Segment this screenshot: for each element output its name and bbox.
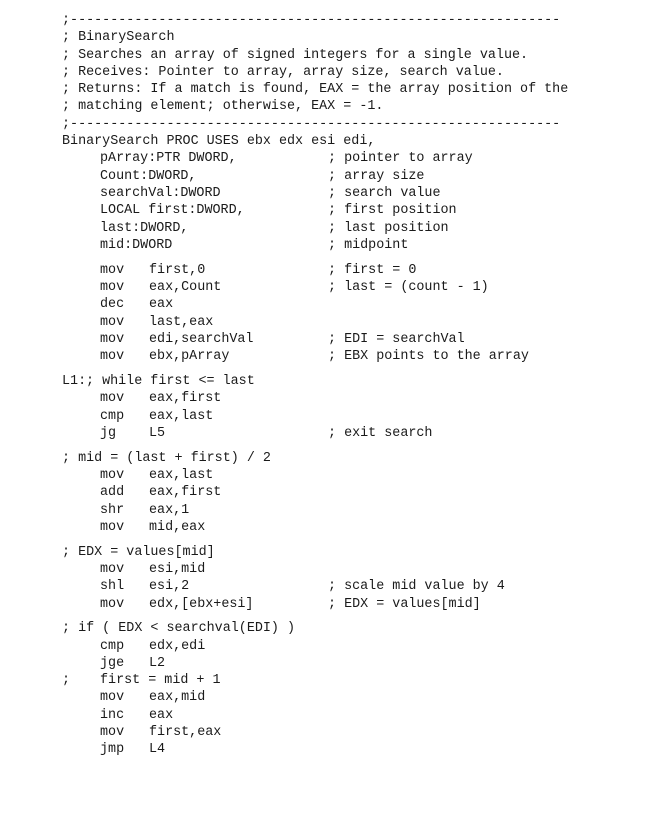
first-comment-marker: ;	[62, 673, 71, 689]
header-comment-line: ; Returns: If a match is found, EAX = the array position of the	[62, 82, 569, 98]
operands: eax,mid	[149, 690, 206, 706]
opcode: cmp	[100, 408, 125, 424]
code-line	[62, 561, 652, 578]
param-line	[62, 150, 652, 167]
operands: edi,searchVal	[149, 331, 254, 347]
code-line	[62, 596, 652, 613]
param-text: searchVal:DWORD	[100, 185, 221, 201]
operands: eax,first	[149, 391, 222, 407]
opcode: jg	[100, 425, 117, 441]
param-line	[62, 202, 652, 219]
code-line	[62, 262, 652, 279]
param-line	[62, 220, 652, 237]
operands: first,eax	[149, 725, 222, 741]
header-comment-line: ; Receives: Pointer to array, array size, search value.	[62, 64, 504, 80]
opcode: mov	[100, 690, 125, 706]
opcode: mov	[100, 519, 125, 535]
first-comment-text: first = mid + 1	[100, 673, 221, 689]
code-line	[62, 578, 652, 595]
opcode: inc	[100, 707, 125, 723]
operands: eax,last	[149, 408, 214, 424]
opcode: mov	[100, 349, 125, 365]
param-comment: ; pointer to array	[328, 151, 473, 167]
code-line	[62, 390, 652, 407]
first-comment-line	[62, 672, 652, 689]
opcode: mov	[100, 725, 125, 741]
opcode: mov	[100, 467, 125, 483]
code-line	[62, 502, 652, 519]
param-text: Count:DWORD,	[100, 168, 197, 184]
opcode: cmp	[100, 638, 125, 654]
code-line	[62, 348, 652, 365]
param-text: last:DWORD,	[100, 220, 189, 236]
operands: mid,eax	[149, 519, 206, 535]
code-line	[62, 279, 652, 296]
line-comment: ; EDX = values[mid]	[328, 596, 481, 612]
header-divider-bottom: ;-------------------------------------------------------------	[62, 116, 561, 132]
operands: esi,mid	[149, 561, 206, 577]
section-comment: ; EDX = values[mid]	[62, 544, 215, 560]
loop-comment: ; while first <= last	[86, 373, 255, 389]
line-comment: ; exit search	[328, 425, 433, 441]
operands: eax	[149, 297, 174, 313]
header-comment-line: ; Searches an array of signed integers for a single value.	[62, 47, 529, 63]
operands: ebx,pArray	[149, 349, 230, 365]
opcode: mov	[100, 314, 125, 330]
opcode: mov	[100, 331, 125, 347]
opcode: jge	[100, 655, 125, 671]
opcode: shr	[100, 502, 125, 518]
param-comment: ; midpoint	[328, 237, 409, 253]
code-line	[62, 519, 652, 536]
code-line	[62, 707, 652, 724]
line-comment: ; last = (count - 1)	[328, 279, 489, 295]
param-comment: ; search value	[328, 185, 441, 201]
loop-label-line	[62, 373, 652, 390]
code-line	[62, 296, 652, 313]
operands: esi,2	[149, 579, 190, 595]
opcode: shl	[100, 579, 125, 595]
header-comment-line: ; matching element; otherwise, EAX = -1.	[62, 99, 384, 115]
code-line	[62, 655, 652, 672]
code-line	[62, 408, 652, 425]
param-text: pArray:PTR DWORD,	[100, 151, 237, 167]
line-comment: ; first = 0	[328, 262, 417, 278]
operands: last,eax	[149, 314, 214, 330]
operands: edx,edi	[149, 638, 206, 654]
code-line	[62, 331, 652, 348]
opcode: dec	[100, 297, 125, 313]
loop-label: L1:	[62, 373, 87, 389]
operands: eax,first	[149, 485, 222, 501]
param-comment: ; array size	[328, 168, 425, 184]
operands: L4	[149, 742, 166, 758]
param-text: LOCAL first:DWORD,	[100, 203, 245, 219]
opcode: mov	[100, 391, 125, 407]
code-line	[62, 689, 652, 706]
opcode: mov	[100, 561, 125, 577]
code-line	[62, 467, 652, 484]
operands: eax,last	[149, 467, 214, 483]
param-line	[62, 237, 652, 254]
code-line	[62, 314, 652, 331]
section-comment: ; if ( EDX < searchval(EDI) )	[62, 621, 296, 637]
operands: L5	[149, 425, 166, 441]
section-comment: ; mid = (last + first) / 2	[62, 450, 271, 466]
param-line	[62, 168, 652, 185]
line-comment: ; EDI = searchVal	[328, 331, 465, 347]
param-text: mid:DWORD	[100, 237, 173, 253]
header-comment-line: ; BinarySearch	[62, 30, 175, 46]
param-comment: ; last position	[328, 220, 449, 236]
param-comment: ; first position	[328, 203, 457, 219]
operands: edx,[ebx+esi]	[149, 596, 254, 612]
opcode: jmp	[100, 742, 125, 758]
line-comment: ; EBX points to the array	[328, 349, 529, 365]
code-listing	[62, 12, 652, 759]
operands: eax,1	[149, 502, 190, 518]
code-line	[62, 741, 652, 758]
operands: L2	[149, 655, 166, 671]
opcode: mov	[100, 596, 125, 612]
operands: eax,Count	[149, 279, 222, 295]
header-divider-top: ;-------------------------------------------------------------	[62, 13, 561, 28]
param-line	[62, 185, 652, 202]
proc-declaration: BinarySearch PROC USES ebx edx esi edi,	[62, 134, 376, 150]
opcode: add	[100, 485, 125, 501]
operands: eax	[149, 707, 174, 723]
opcode: mov	[100, 262, 125, 278]
code-line	[62, 724, 652, 741]
line-comment: ; scale mid value by 4	[328, 579, 505, 595]
code-line	[62, 484, 652, 501]
code-line	[62, 425, 652, 442]
operands: first,0	[149, 262, 206, 278]
code-line	[62, 638, 652, 655]
opcode: mov	[100, 279, 125, 295]
